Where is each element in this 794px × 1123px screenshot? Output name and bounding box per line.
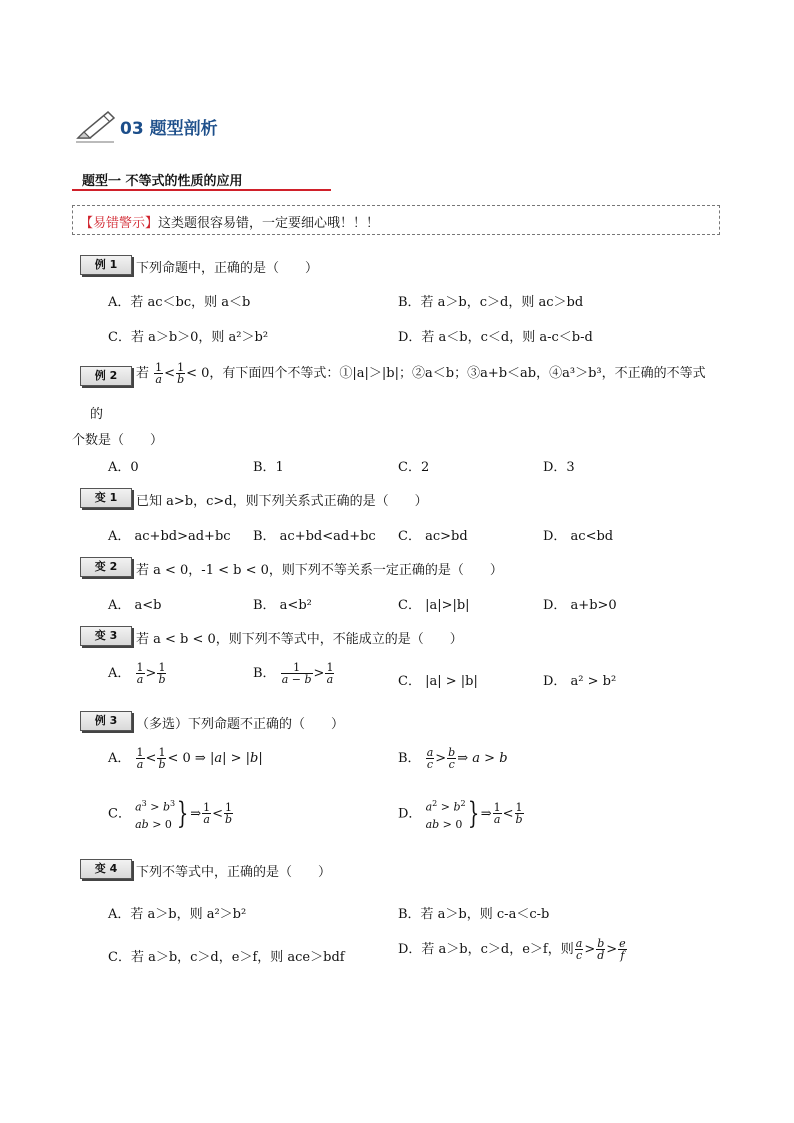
v2-stem: 若 a < 0，-1 < b < 0，则下列不等关系一定正确的是（ ） (136, 563, 503, 578)
v4-option-d: D．若 a＞b，c＞d，e＞f，则 $\frac{a}{c}$ > $\frac{b}{d}$ > $\frac{e}{f}$ (398, 937, 626, 962)
ex3-option-b: B． $\frac{a}{c}$ > $\frac{b}{c}$ ⇒ a > b (398, 746, 508, 771)
v1-option-b: B． ac+bd<ad+bc (253, 529, 376, 544)
ex3-option-b-label: B． (398, 751, 421, 766)
ex2-stem-cont2: 个数是（ ） (72, 433, 164, 448)
ex1-option-d: D．若 a＜b，c＜d，则 a-c＜b-d (398, 330, 593, 345)
badge-example-1: 例 1 (80, 255, 132, 275)
v4-option-c: C．若 a＞b，c＞d，e＞f，则 ace＞bdf (108, 950, 345, 965)
v1-option-c: C． ac>bd (398, 529, 468, 544)
ex2-option-c: C．2 (398, 460, 430, 475)
v3-option-c: C． |a| > |b| (398, 674, 478, 689)
ex2-stem: 若 $\frac{1}{a}$ < $\frac{1}{b}$ < 0，有下面四个不等式：①|a|＞|b|；②a＜b；③a+b＜ab，④a³＞b³，不正确的不等式 (136, 361, 706, 386)
ex3-option-a: A． $\frac{1}{a}$ < $\frac{1}{b}$ < 0 ⇒ |a| > |b| (108, 746, 263, 771)
ex1-option-b: B．若 a＞b，c＞d，则 ac＞bd (398, 295, 584, 310)
ex2-option-a: A．0 (108, 460, 139, 475)
v3-option-a: A． $\frac{1}{a}$ > $\frac{1}{b}$ (108, 661, 166, 686)
topic-heading: 题型一 不等式的性质的应用 (82, 174, 243, 189)
ex2-stem-cont1: 的 (90, 407, 104, 422)
badge-variant-1: 变 1 (80, 488, 132, 508)
v4-stem: 下列不等式中，正确的是（ ） (136, 865, 332, 880)
pencil-icon (74, 108, 118, 144)
v2-option-c: C． |a|>|b| (398, 598, 470, 613)
v4-option-d-label: D．若 a＞b，c＞d，e＞f，则 (398, 942, 574, 957)
v4-option-a: A．若 a＞b，则 a²＞b² (108, 907, 247, 922)
badge-example-2: 例 2 (80, 366, 132, 386)
ex3-option-c: C． $a^3 > b^3$ ab > 0 } ⇒ $\frac{1}{a}$ < $\frac{1}{b}$ (108, 795, 233, 831)
badge-variant-4: 变 4 (80, 859, 132, 879)
v1-option-a: A． ac+bd>ad+bc (108, 529, 231, 544)
v2-option-b: B． a<b² (253, 598, 312, 613)
ex3-option-a-label: A． (108, 751, 131, 766)
ex1-stem: 下列命题中，正确的是（ ） (136, 261, 319, 276)
topic-underline (72, 189, 331, 191)
v3-stem: 若 a < b < 0，则下列不等式中，不能成立的是（ ） (136, 632, 463, 647)
ex2-option-d: D．3 (543, 460, 575, 475)
v3-option-b-label: B． (253, 666, 276, 681)
v4-option-b: B．若 a＞b，则 c-a＜c-b (398, 907, 550, 922)
ex1-option-c: C．若 a＞b＞0，则 a²＞b² (108, 330, 269, 345)
v1-stem: 已知 a>b，c>d，则下列关系式正确的是（ ） (136, 494, 428, 509)
warning-label: 【易错警示】 (80, 216, 159, 231)
v3-option-b: B． $\frac{1}{a - b}$ > $\frac{1}{a}$ (253, 661, 334, 686)
v3-option-d: D． a² > b² (543, 674, 617, 689)
fraction-1-over-a: $\frac{1}{a}$ (155, 361, 163, 386)
v2-option-d: D． a+b>0 (543, 598, 617, 613)
ex3-option-c-label: C． (108, 806, 131, 822)
v1-option-d: D． ac<bd (543, 529, 614, 544)
ex2-stem-pre: 若 (136, 366, 150, 381)
ex2-option-b: B．1 (253, 460, 284, 475)
v2-option-a: A． a<b (108, 598, 162, 613)
badge-example-3: 例 3 (80, 711, 132, 731)
badge-variant-2: 变 2 (80, 557, 132, 577)
v3-option-a-label: A． (108, 666, 131, 681)
warning-text (80, 212, 379, 231)
fraction-1-over-b: $\frac{1}{b}$ (177, 361, 185, 386)
section-title: 03 题型剖析 (120, 119, 218, 139)
ex1-option-a: A．若 ac＜bc，则 a＜b (108, 295, 251, 310)
warning-body: 这类题很容易错，一定要细心哦！！！ (158, 216, 380, 231)
ex3-option-d-label: D． (398, 806, 422, 822)
ex2-stem-post: ，有下面四个不等式：①|a|＞|b|；②a＜b；③a+b＜ab，④a³＞b³，不正确的不等式 (209, 366, 706, 381)
badge-variant-3: 变 3 (80, 626, 132, 646)
ex3-option-d: D． $a^2 > b^2$ ab > 0 } ⇒ $\frac{1}{a}$ < $\frac{1}{b}$ (398, 795, 523, 831)
ex3-stem: （多选）下列命题不正确的（ ） (136, 717, 345, 732)
